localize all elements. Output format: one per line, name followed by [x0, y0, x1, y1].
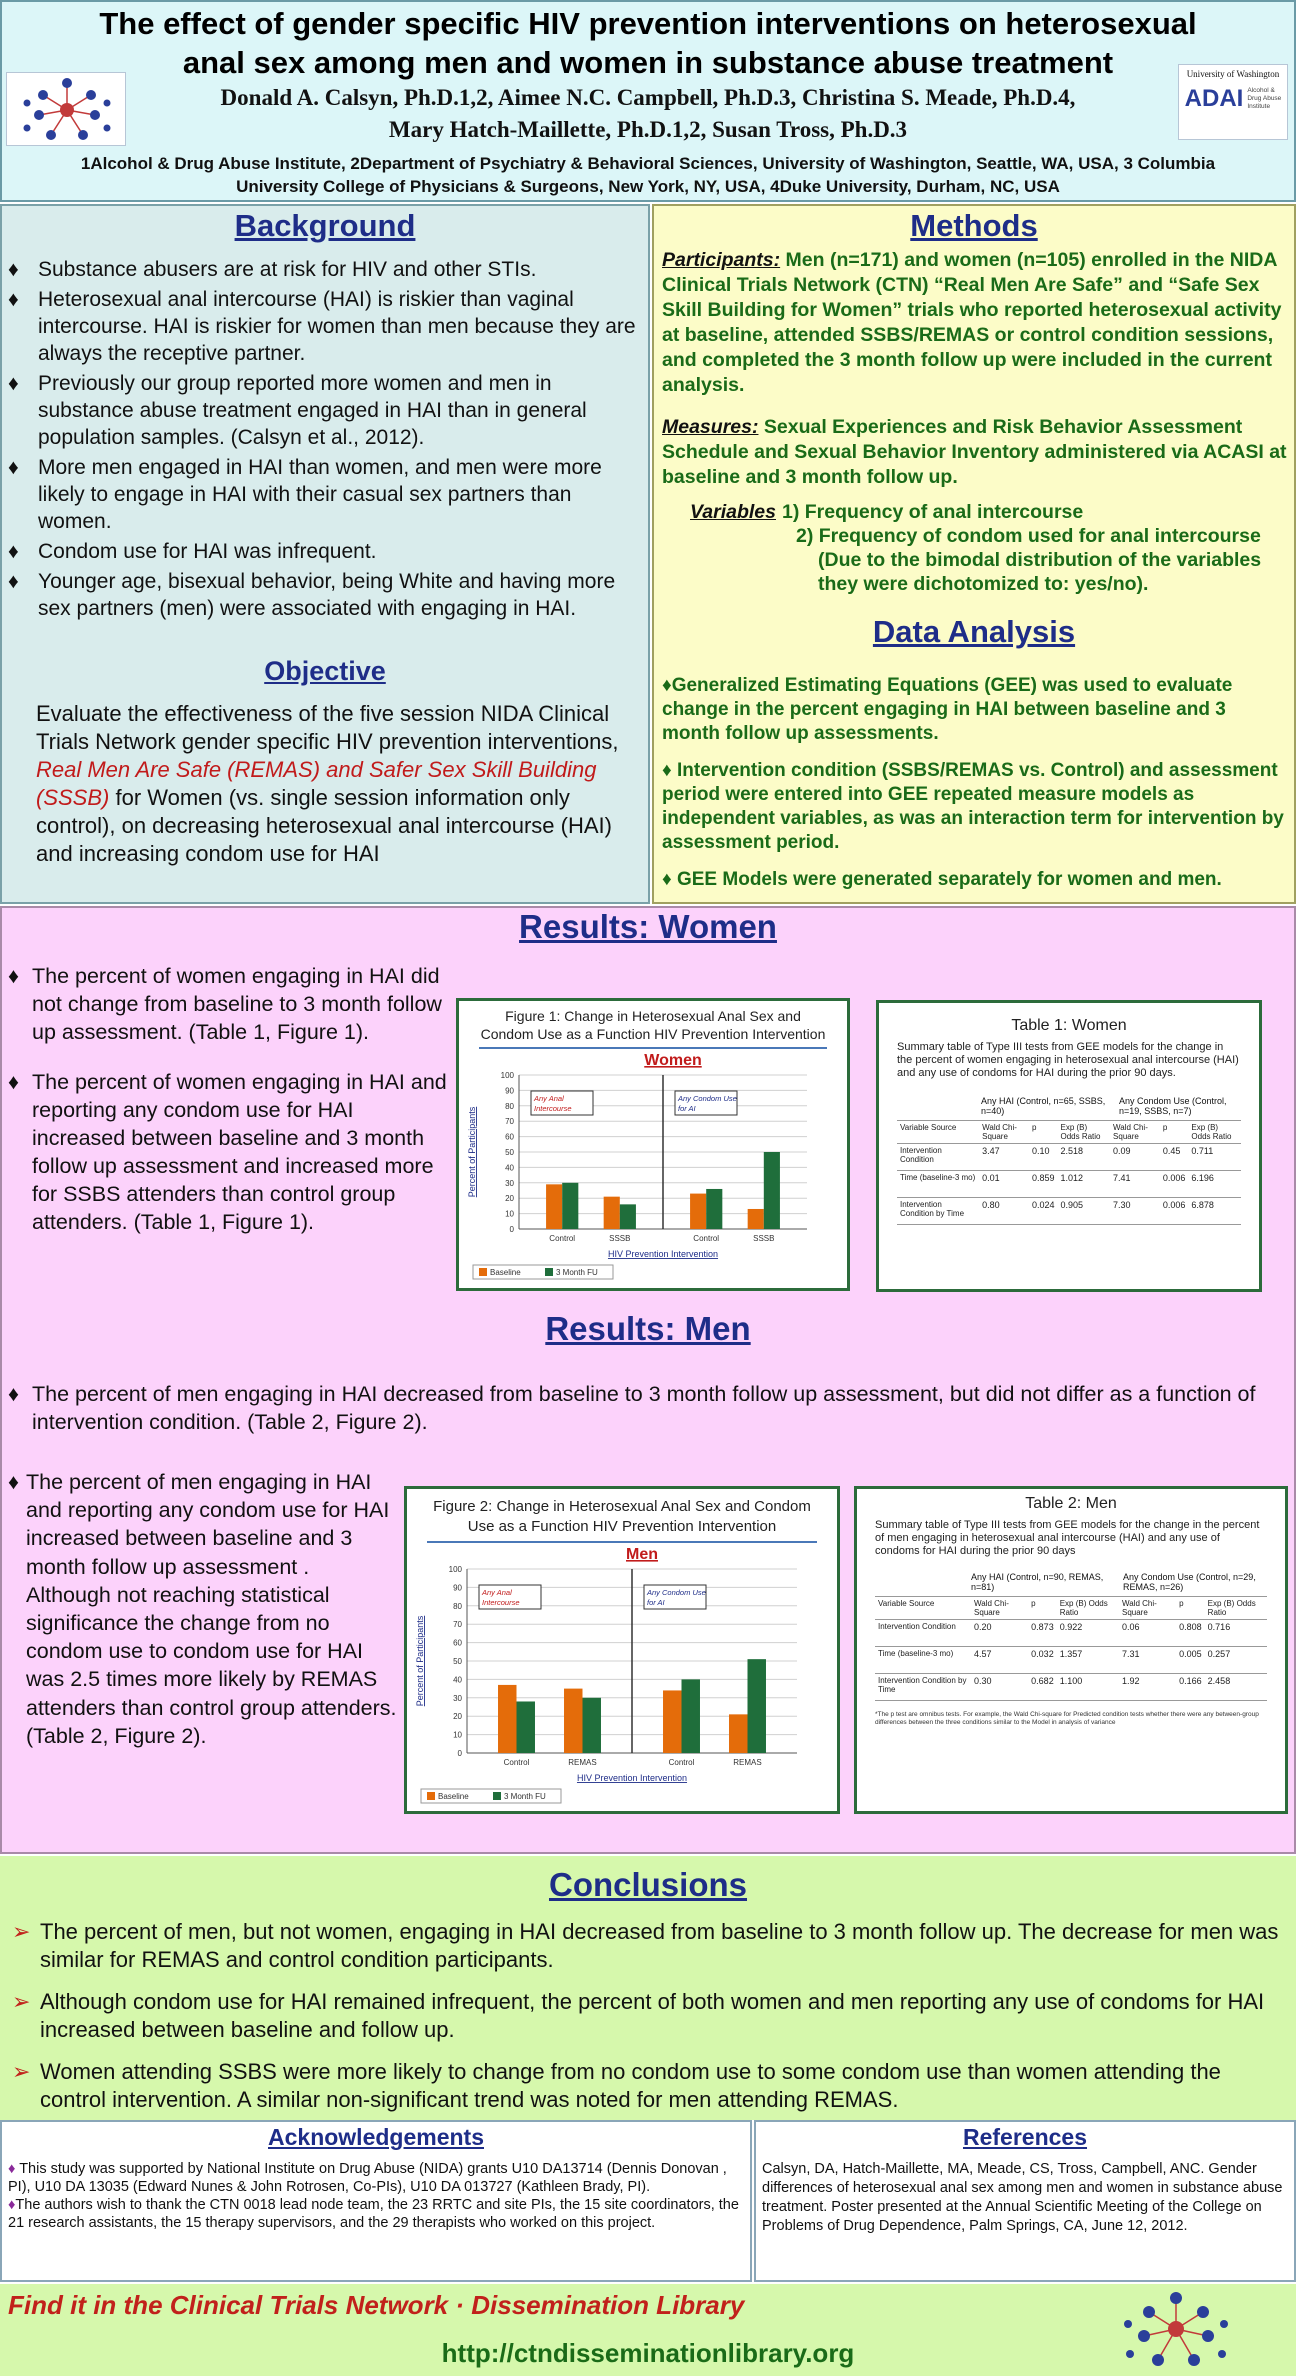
y-axis-label: Percent of Participants — [415, 1615, 425, 1707]
x-axis-label: HIV Prevention Intervention — [576, 1773, 688, 1783]
table-row — [875, 1620, 1267, 1647]
authors-line-2: Mary Hatch-Maillette, Ph.D.1,2, Susan Tross, Ph.D.3 — [388, 117, 908, 142]
list-item: ♦ Condom use for HAI was infrequent. — [8, 540, 377, 563]
acknowledgements-list — [8, 2160, 744, 2232]
table-cell: 0.024 — [1029, 1198, 1058, 1225]
x-tick-label: REMAS — [568, 1758, 597, 1767]
x-tick-label: Control — [549, 1234, 576, 1243]
x-axis-label: HIV Prevention Intervention — [607, 1249, 719, 1259]
table-cell: 0.10 — [1029, 1144, 1058, 1171]
footer-url-link[interactable]: http://ctndisseminationlibrary.org — [441, 2338, 855, 2368]
y-tick-label: 20 — [505, 1194, 514, 1204]
annotation-text: for AI — [647, 1598, 665, 1607]
background-list — [8, 256, 644, 625]
list-item: ♦ The percent of men engaging in HAI and reporting any condom use for HAI increased between baseline and 3 month follow up assessment . Although not reaching statistical significance the change from no condom use to condom use for HAI was 2.5 times more likely by REMAS attenders than control group attenders. (Table 2, Figure 2). — [8, 1470, 397, 1748]
table-cell: Intervention Condition — [897, 1144, 979, 1171]
title-line-1: The effect of gender specific HIV prevention interventions on heterosexual — [99, 6, 1197, 41]
legend-swatch — [545, 1268, 553, 1276]
poster-title — [30, 4, 1266, 82]
bar — [498, 1685, 516, 1753]
bar — [562, 1183, 578, 1229]
column-header: Wald Chi-Square — [979, 1121, 1029, 1144]
table-2-title: Table 2: Men — [1025, 1495, 1117, 1512]
annotation-text: Any Condom Use — [647, 1588, 706, 1597]
table-2-group-1: Any HAI (Control, n=90, REMAS, n=81) — [971, 1572, 1104, 1592]
legend-label: 3 Month FU — [504, 1792, 546, 1801]
diamond-icon: ♦ — [8, 2161, 16, 2177]
table-header-row — [897, 1121, 1241, 1144]
table-cell: 0.20 — [971, 1620, 1028, 1647]
variable-note-1: (Due to the bimodal distribution of the variables — [818, 549, 1262, 571]
table-cell: 6.878 — [1188, 1198, 1241, 1225]
column-header: Wald Chi-Square — [1119, 1597, 1176, 1620]
diamond-icon: ♦ — [8, 2197, 16, 2213]
chart-panel-label: Women — [644, 1052, 702, 1069]
list-item: ➢ The percent of men, but not women, engaging in HAI decreased from baseline to 3 month follow up. The decrease for men was similar for REMAS and control condition participants. — [12, 1919, 1279, 1972]
table-row — [875, 1647, 1267, 1674]
variable-2: 2) Frequency of condom used for anal intercourse — [796, 525, 1261, 547]
column-header: Wald Chi-Square — [971, 1597, 1028, 1620]
y-tick-label: 20 — [453, 1712, 462, 1722]
table-header-row — [875, 1597, 1267, 1620]
table-cell: Intervention Condition — [875, 1620, 971, 1647]
bar — [620, 1204, 636, 1229]
table-cell: 0.45 — [1160, 1144, 1189, 1171]
x-tick-label: SSSB — [609, 1234, 631, 1243]
y-tick-label: 60 — [505, 1132, 514, 1142]
diamond-icon: ♦ — [8, 258, 19, 281]
bar — [706, 1189, 722, 1229]
diamond-icon: ♦ — [8, 570, 19, 593]
authors-line-1: Donald A. Calsyn, Ph.D.1,2, Aimee N.C. Campbell, Ph.D.3, Christina S. Meade, Ph.D.4, — [220, 85, 1076, 110]
annotation-text: Any Condom Use — [678, 1094, 737, 1103]
table-row — [875, 1674, 1267, 1701]
list-item: ♦ The percent of women engaging in HAI and reporting any condom use for HAI increased between baseline and 3 month follow up assessment and increased more for SSBS attenders than control group attenders. (Table 1, Figure 1). — [8, 1070, 447, 1234]
x-tick-label: Control — [503, 1758, 530, 1767]
objective-heading: Objective — [264, 656, 386, 686]
annotation-text: Intercourse — [482, 1598, 520, 1607]
adai-logo-top: University of Washington — [1186, 69, 1280, 79]
table-cell: Time (baseline-3 mo) — [875, 1647, 971, 1674]
bar — [748, 1659, 766, 1753]
variables-block — [690, 500, 1290, 596]
table-1-group-1: Any HAI (Control, n=65, SSBS, n=40) — [981, 1096, 1106, 1116]
list-item: ♦ The percent of women engaging in HAI did not change from baseline to 3 month follow up assessment. (Table 1, Figure 1). — [8, 964, 442, 1044]
list-item: ♦ Previously our group reported more women and men in substance abuse treatment engaged in HAI than in general population samples. (Calsyn et al., 2012). — [8, 372, 587, 449]
table-cell: 0.006 — [1160, 1171, 1189, 1198]
bar — [583, 1698, 601, 1753]
table-cell: 4.57 — [971, 1647, 1028, 1674]
table-cell: Time (baseline-3 mo) — [897, 1171, 979, 1198]
column-header: p — [1176, 1597, 1205, 1620]
list-item: ♦The authors wish to thank the CTN 0018 lead node team, the 23 RRTC and site PIs, the 15 site coordinators, the 21 research assistants, the 15 therapy supervisors, and the 29 therapists who worked on this project. — [8, 2197, 739, 2231]
author-list — [150, 82, 1146, 146]
list-item: ♦ Heterosexual anal intercourse (HAI) is riskier than vaginal intercourse. HAI is riskier for women than men because they are always the receptive partner. — [8, 288, 636, 365]
bar — [517, 1701, 535, 1753]
diamond-icon: ♦ — [8, 288, 19, 311]
bar — [729, 1714, 747, 1753]
conclusions-heading: Conclusions — [548, 1866, 748, 1903]
diamond-icon: ♦ — [8, 456, 19, 479]
arrow-icon: ➢ — [12, 2059, 31, 2084]
background-heading: Background — [234, 208, 416, 243]
annotation-text: Any Anal — [534, 1094, 564, 1103]
column-header: p — [1160, 1121, 1189, 1144]
y-tick-label: 100 — [500, 1071, 514, 1080]
table-cell: 0.01 — [979, 1171, 1029, 1198]
y-tick-label: 30 — [453, 1693, 462, 1703]
table-cell: 2.518 — [1057, 1144, 1110, 1171]
results-men-list-2 — [8, 1468, 398, 1750]
footer-text: Find it in the Clinical Trials Network · Dissemination Library — [8, 2290, 745, 2320]
legend-swatch — [493, 1792, 501, 1800]
table-cell: 1.92 — [1119, 1674, 1176, 1701]
table-2-caption: Summary table of Type III tests from GEE models for the change in the percent of men engaging in heterosexual anal intercourse (HAI) and any use of condoms for HAI during the prior 90 days — [875, 1519, 1260, 1557]
table-cell: 7.30 — [1110, 1198, 1160, 1225]
bar — [546, 1184, 562, 1229]
table-1-group-2: Any Condom Use (Control, n=19, SSBS, n=7) — [1119, 1096, 1227, 1116]
table-1-grid — [897, 1121, 1241, 1225]
objective-text: Evaluate the effectiveness of the five session NIDA Clinical Trials Network gender specific HIV prevention interventions, Real Men Are Safe (REMAS) and Safer Sex Skill Building (SSSB) for Women (vs. single session information only control), on decreasing heterosexual anal intercourse (HAI) and increasing condom use for HAI — [36, 701, 619, 866]
figure-1-title: Figure 1: Change in Heterosexual Anal Sex and Condom Use as a Function HIV Prevention Intervention — [479, 1007, 827, 1049]
data-analysis-heading: Data Analysis — [872, 614, 1076, 649]
title-line-2: anal sex among men and women in substance abuse treatment — [182, 45, 1114, 80]
list-item: ♦ Intervention condition (SSBS/REMAS vs. Control) and assessment period were entered into GEE repeated measure models as independent variables, as was an interaction term for intervention by assessment period. — [662, 760, 1284, 853]
affil-line-1: 1Alcohol & Drug Abuse Institute, 2Department of Psychiatry & Behavioral Sciences, University of Washington, Seattle, WA, USA, 3 Columbia — [80, 154, 1216, 173]
table-cell: Intervention Condition by Time — [875, 1674, 971, 1701]
bar — [604, 1197, 620, 1229]
variable-1: 1) Frequency of anal intercourse — [782, 501, 1084, 523]
y-tick-label: 40 — [505, 1163, 514, 1173]
y-tick-label: 0 — [457, 1749, 462, 1758]
y-tick-label: 90 — [505, 1086, 514, 1096]
figure-1 — [456, 998, 850, 1291]
diamond-icon: ♦ — [8, 1470, 19, 1494]
y-tick-label: 60 — [453, 1638, 462, 1648]
list-item: ♦Generalized Estimating Equations (GEE) was used to evaluate change in the percent engaging in HAI between baseline and 3 month follow up assessments. — [662, 675, 1233, 744]
diamond-icon: ♦ — [8, 964, 19, 988]
column-header: Exp (B) Odds Ratio — [1057, 1597, 1119, 1620]
y-tick-label: 70 — [453, 1620, 462, 1630]
adai-logo — [1178, 64, 1288, 140]
x-tick-label: Control — [693, 1234, 720, 1243]
results-women-list — [8, 962, 448, 1258]
y-tick-label: 10 — [453, 1730, 462, 1740]
bar — [663, 1690, 681, 1753]
table-2-group-2: Any Condom Use (Control, n=29, REMAS, n=26) — [1123, 1572, 1256, 1592]
diamond-icon: ♦ — [8, 1382, 19, 1406]
diamond-icon: ♦ — [8, 1070, 19, 1094]
diamond-icon: ♦ — [8, 372, 19, 395]
adai-logo-main: ADAI — [1184, 85, 1244, 112]
reference-text: Calsyn, DA, Hatch-Maillette, MA, Meade, CS, Tross, Campbell, ANC. Gender differences of heterosexual anal sex among men and women in substance abuse treatment. Poster presented at the Annual Scientific Meeting of the College on Problems of Drug Dependence, Palm Springs, CA, June 12, 2012. — [762, 2161, 1283, 2234]
chart-panel-label: Men — [626, 1546, 658, 1563]
results-men-list — [8, 1380, 1258, 1436]
table-cell: 0.005 — [1176, 1647, 1205, 1674]
methods-heading: Methods — [910, 208, 1038, 243]
y-tick-label: 90 — [453, 1583, 462, 1593]
table-1-title: Table 1: Women — [1011, 1017, 1127, 1034]
list-item: ♦ Substance abusers are at risk for HIV and other STIs. — [8, 258, 537, 281]
column-header: Exp (B) Odds Ratio — [1057, 1121, 1110, 1144]
y-tick-label: 50 — [453, 1657, 462, 1666]
results-men-heading: Results: Men — [545, 1310, 751, 1347]
legend-label: 3 Month FU — [556, 1268, 598, 1277]
ctn-network-icon — [1116, 2284, 1236, 2374]
list-item: ➢ Women attending SSBS were more likely to change from no condom use to some condom use than women attending the control intervention. A similar non-significant trend was noted for men attending REMAS. — [12, 2059, 1221, 2112]
y-tick-label: 100 — [448, 1565, 462, 1574]
figure-2-chart — [407, 1543, 837, 1813]
table-cell: 1.100 — [1057, 1674, 1119, 1701]
table-cell: 1.012 — [1057, 1171, 1110, 1198]
table-cell: 1.357 — [1057, 1647, 1119, 1674]
table-cell: 6.196 — [1188, 1171, 1241, 1198]
y-tick-label: 10 — [505, 1209, 514, 1219]
diamond-icon: ♦ — [662, 760, 672, 781]
participants-label: Participants: — [662, 249, 781, 271]
table-cell: 0.808 — [1176, 1620, 1205, 1647]
measures-label: Measures: — [662, 416, 759, 438]
y-tick-label: 70 — [505, 1117, 514, 1127]
x-tick-label: REMAS — [733, 1758, 762, 1767]
affil-line-2: University College of Physicians & Surgeons, New York, NY, USA, 4Duke University, Durham, NC, USA — [236, 177, 1060, 196]
table-cell: Intervention Condition by Time — [897, 1198, 979, 1225]
list-item: ♦ This study was supported by National Institute on Drug Abuse (NIDA) grants U10 DA13714 (Dennis Donovan , PI), U10 DA 13035 (Edward Nunes & John Rotrosen, Co-PIs), U10 DA 013727 (Kathleen Brady, PI). — [8, 2161, 727, 2195]
diamond-icon: ♦ — [8, 540, 19, 563]
bar — [682, 1679, 700, 1753]
figure-2-title: Figure 2: Change in Heterosexual Anal Sex and Condom Use as a Function HIV Prevention Intervention — [427, 1497, 817, 1543]
table-cell: 7.31 — [1119, 1647, 1176, 1674]
legend-swatch — [479, 1268, 487, 1276]
annotation-text: Intercourse — [534, 1104, 572, 1113]
measures-text: Measures: Sexual Experiences and Risk Behavior Assessment Schedule and Sexual Behavior Inventory administered via ACASI at baseline and 3 month follow up. — [662, 416, 1287, 488]
acknowledgements-heading: Acknowledgements — [268, 2124, 484, 2150]
y-tick-label: 0 — [509, 1225, 514, 1234]
column-header: Variable Source — [897, 1121, 979, 1144]
table-row — [897, 1198, 1241, 1225]
variable-note-2: they were dichotomized to: yes/no). — [818, 573, 1149, 595]
legend-label: Baseline — [438, 1792, 469, 1801]
column-header: p — [1029, 1121, 1058, 1144]
results-women-heading: Results: Women — [519, 908, 777, 945]
y-tick-label: 30 — [505, 1178, 514, 1188]
arrow-icon: ➢ — [12, 1989, 31, 2014]
y-tick-label: 80 — [453, 1601, 462, 1611]
diamond-icon: ♦ — [662, 869, 672, 890]
table-2 — [854, 1486, 1288, 1814]
table-cell: 0.922 — [1057, 1620, 1119, 1647]
table-cell: 2.458 — [1205, 1674, 1267, 1701]
list-item: ♦ More men engaged in HAI than women, and men were more likely to engage in HAI with their casual sex partners than women. — [8, 456, 602, 533]
table-cell: 0.166 — [1176, 1674, 1205, 1701]
y-tick-label: 50 — [505, 1148, 514, 1157]
table-cell: 0.711 — [1188, 1144, 1241, 1171]
table-cell: 0.682 — [1028, 1674, 1057, 1701]
table-cell: 0.257 — [1205, 1647, 1267, 1674]
arrow-icon: ➢ — [12, 1919, 31, 1944]
bar — [564, 1689, 582, 1753]
table-2-grid — [875, 1597, 1267, 1701]
affiliations — [20, 152, 1276, 198]
legend-label: Baseline — [490, 1268, 521, 1277]
column-header: Exp (B) Odds Ratio — [1188, 1121, 1241, 1144]
column-header: p — [1028, 1597, 1057, 1620]
table-cell: 0.716 — [1205, 1620, 1267, 1647]
data-analysis-list — [662, 674, 1288, 905]
participants-text: Participants: Men (n=171) and women (n=105) enrolled in the NIDA Clinical Trials Network (CTN) “Real Men Are Safe” and “Safe Sex Skill Building for Women” trials who reported heterosexual activity at baseline, attended SSBS/REMAS or control condition sessions, and completed the 3 month follow up were included in the current analysis. — [662, 249, 1282, 396]
conclusions-list — [12, 1918, 1282, 2128]
table-cell: 0.09 — [1110, 1144, 1160, 1171]
table-cell: 0.30 — [971, 1674, 1028, 1701]
x-tick-label: SSSB — [753, 1234, 775, 1243]
figure-1-chart — [459, 1049, 847, 1289]
table-cell: 0.032 — [1028, 1647, 1057, 1674]
column-header: Exp (B) Odds Ratio — [1205, 1597, 1267, 1620]
y-axis-label: Percent of Participants — [467, 1106, 477, 1198]
annotation-text: Any Anal — [482, 1588, 512, 1597]
table-row — [897, 1171, 1241, 1198]
bar — [748, 1209, 764, 1229]
list-item: ♦ GEE Models were generated separately for women and men. — [662, 869, 1222, 890]
table-1 — [876, 1000, 1262, 1292]
y-tick-label: 40 — [453, 1675, 462, 1685]
references-heading: References — [962, 2124, 1088, 2150]
table-1-caption: Summary table of Type III tests from GEE models for the change in the percent of women engaging in heterosexual anal intercourse (HAI) and any use of condoms for HAI during the prior 90 days. — [897, 1041, 1239, 1079]
x-tick-label: Control — [668, 1758, 695, 1767]
table-2-footnote: *The p test are omnibus tests. For example, the Wald Chi-square for Predicted condition tests whether there were any between-group differences between the three conditions similar to the Model in analysis of variance — [875, 1711, 1259, 1726]
table-cell: 0.006 — [1160, 1198, 1189, 1225]
table-cell: 7.41 — [1110, 1171, 1160, 1198]
diamond-icon: ♦ — [662, 675, 672, 696]
column-header: Variable Source — [875, 1597, 971, 1620]
list-item: ♦ The percent of men engaging in HAI decreased from baseline to 3 month follow up assessment, but did not differ as a function of intervention condition. (Table 2, Figure 2). — [8, 1382, 1256, 1434]
table-cell: 0.06 — [1119, 1620, 1176, 1647]
table-row — [897, 1144, 1241, 1171]
table-cell: 0.859 — [1029, 1171, 1058, 1198]
annotation-text: for AI — [678, 1104, 696, 1113]
legend-swatch — [427, 1792, 435, 1800]
table-cell: 0.905 — [1057, 1198, 1110, 1225]
ctn-logo-icon — [6, 72, 126, 146]
adai-logo-sub: Alcohol & Drug Abuse Institute — [1247, 87, 1282, 110]
bar — [690, 1194, 706, 1229]
intervention-names: Real Men Are Safe (REMAS) and Safer Sex Skill Building (SSSB) — [36, 757, 597, 810]
bar — [764, 1152, 780, 1229]
variables-label: Variables — [690, 501, 776, 523]
list-item: ♦ Younger age, bisexual behavior, being White and having more sex partners (men) were associated with engaging in HAI. — [8, 570, 616, 620]
column-header: Wald Chi-Square — [1110, 1121, 1160, 1144]
figure-2 — [404, 1486, 840, 1814]
y-tick-label: 80 — [505, 1101, 514, 1111]
table-cell: 0.80 — [979, 1198, 1029, 1225]
table-cell: 3.47 — [979, 1144, 1029, 1171]
table-cell: 0.873 — [1028, 1620, 1057, 1647]
list-item: ➢ Although condom use for HAI remained infrequent, the percent of both women and men reporting any use of condoms for HAI increased between baseline and follow up. — [12, 1989, 1265, 2042]
